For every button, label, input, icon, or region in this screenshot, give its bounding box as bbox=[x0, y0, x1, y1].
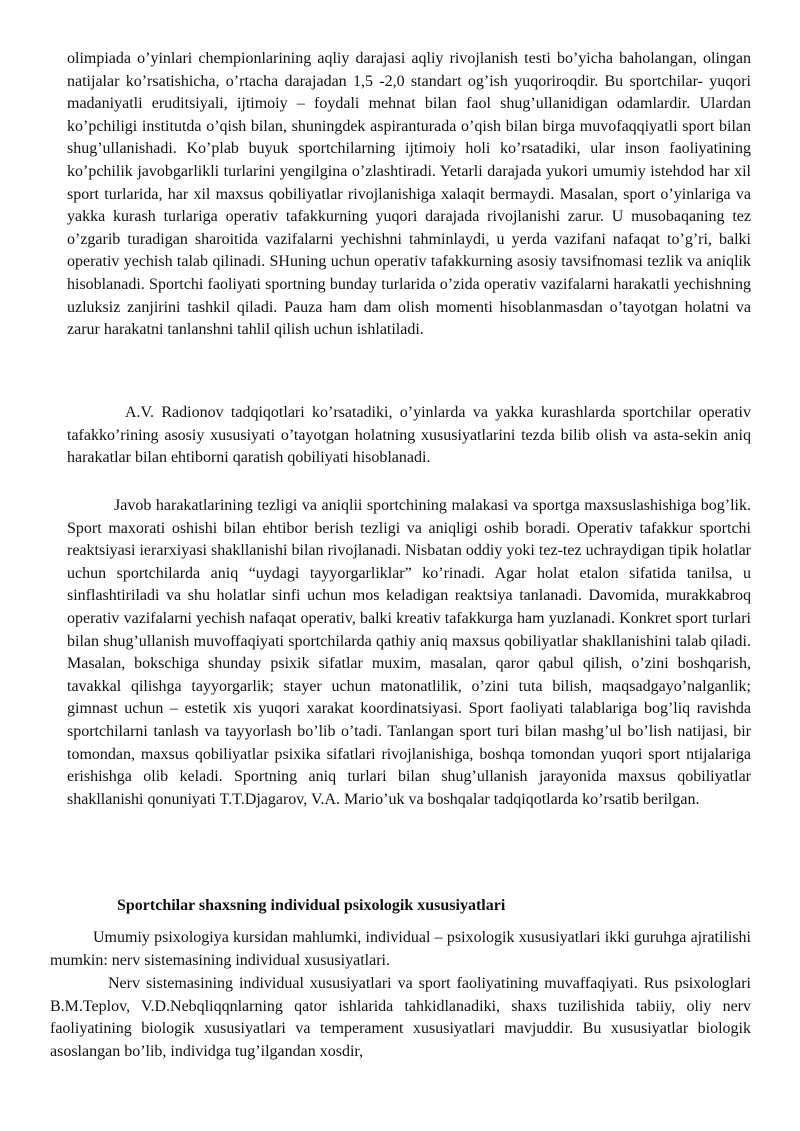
paragraph-general-psychology: Umumiy psixologiya kursidan mahlumki, individual – psixologik xususiyatlari ikki guruhga ajratilishi mumkin: nerv sistemasining individual xususiyatlari. bbox=[50, 929, 751, 969]
paragraph-nervous-system: Nerv sistemasining individual xususiyatlari va sport faoliyatining muvaffaqiyati. Rus psixologlari B.M.Teplov, V.D.Nebqliqqnlarning qator ishlarida tahkidlanadiki, shaxs tuzilishida tabiiy, oliy nerv faoliyatining biologik xususiyatlari va temperament xususiyatlari mavjuddir. Bu xususiyatlar biologik asoslangan bo’lib, individga tug’ilgandan xosdir, bbox=[50, 975, 751, 1060]
section-heading: Sportchilar shaxsning individual psixologik xususiyatlari bbox=[117, 897, 506, 914]
paragraph-operative-thinking: olimpiada o’yinlari chempionlarining aqliy darajasi aqliy rivojlanish testi bo’yicha baholangan, olingan natijalar ko’rsatishicha, o’rtacha darajadan 1,5 -2,0 standart og’ish yuqoriroqdir. Bu sportchilar- yuqori madaniyatli eruditsiyali, ijtimoiy – foydali mehnat bilan faol shug’ullanidigan odamlardir. Ulardan ko’pchiligi institutda o’qish bilan, shuningdek aspiranturada o’qish bilan birga muvofaqqiyatli sport bilan shug’ullanishadi. Ko’plab buyuk sportchilarning ijtimoiy holi ko’rsatadiki, ular inson faoliyatining ko’pchilik javobgarlikli turlarini yengilgina o’zlashtiradi. Yetarli darajada yukori umumiy istehdod har xil sport turlarida, har xil maxsus qobiliyatlar rivojlanishiga xalaqit bermaydi. Masalan, sport o’yinlariga va yakka kurash turlariga operativ tafakkurning yuqori darajada rivojlanishi zarur. U musobaqaning tez o’zgarib turadigan sharoitida vazifalarni yechishni tahminlaydi, u yerda vazifani nafaqat to’g’ri, balki operativ yechish talab qilinadi. SHuning uchun operativ tafakkurning asosiy tavsifnomasi tezlik va aniqlik hisoblanadi. Sportchi faoliyati sportning bunday turlarida o’zida operativ vazifalarni harakatli yechishning uzluksiz zanjirini tashkil qiladi. Pauza ham dam olish momenti hisoblanmasdan o’tayotgan holatni va zarur harakatni tanlanshni tahlil qilish uchun ishlatiladi. bbox=[67, 50, 751, 339]
paragraph-radionov-research: A.V. Radionov tadqiqotlari ko’rsatadiki, o’yinlarda va yakka kurashlarda sportchilar operativ tafakko’rining asosiy xususiyati o’tayotgan holatning xususiyatlarini tezda bilib olish va asta-sekin aniq harakatlar bilan ehtiborni qaratish qobiliyati hisoblanadi. bbox=[67, 404, 751, 467]
paragraph-response-speed: Javob harakatlarining tezligi va aniqlii sportchining malakasi va sportga maxsuslashishiga bog’lik. Sport maxorati oshishi bilan ehtibor berish tezligi va aniqligi oshib boradi. Operativ tafakkur sportchi reaktsiyasi ierarxiyasi shakllanishi bilan rivojlanadi. Nisbatan oddiy yoki tez-tez uchraydigan tipik holatlar uchun sportchilarda aniq “uydagi tayyorgarliklar” ko’rinadi. Agar holat etalon sifatida tanilsa, u sinflashtiriladi va shu holatlar sinfi uchun mos keladigan reaktsiya tanlanadi. Davomida, murakkabroq operativ vazifalarni yechish nafaqat operativ, balki kreativ tafakkurga ham yuzlanadi. Konkret sport turlari bilan shug’ullanish muvoffaqiyati sportchilarda qathiy aniq maxsus qobiliyatlar shakllanishini talab qiladi. Masalan, bokschiga shunday psixik sifatlar muxim, masalan, qaror qabul qilish, o’zini boshqarish, tavakkal qilishga tayyorgarlik; stayer uchun matonatlilik, o’zini tuta bilish, maqsadgayo’nalganlik; gimnast uchun – estetik xis yuqori xarakat koordinatsiyasi. Sport faoliyati talablariga bog’liq ravishda sportchilarni tanlash va tayyorlash bo’lib o’tadi. Tanlangan sport turi bilan mashg’ul bo’lish natijasi, bir tomondan, maxsus qobiliyatlar psixika sifatlari rivojlanishiga, boshqa tomondan yuqori sport ntijalariga erishishga olib keladi. Sportning aniq turlari bilan shug’ullanish jarayonida maxsus qobiliyatlar shakllanishi qonuniyati T.T.Djagarov, V.A. Mario’uk va boshqalar tadqiqotlarda ko’rsatib berilgan. bbox=[67, 497, 751, 808]
